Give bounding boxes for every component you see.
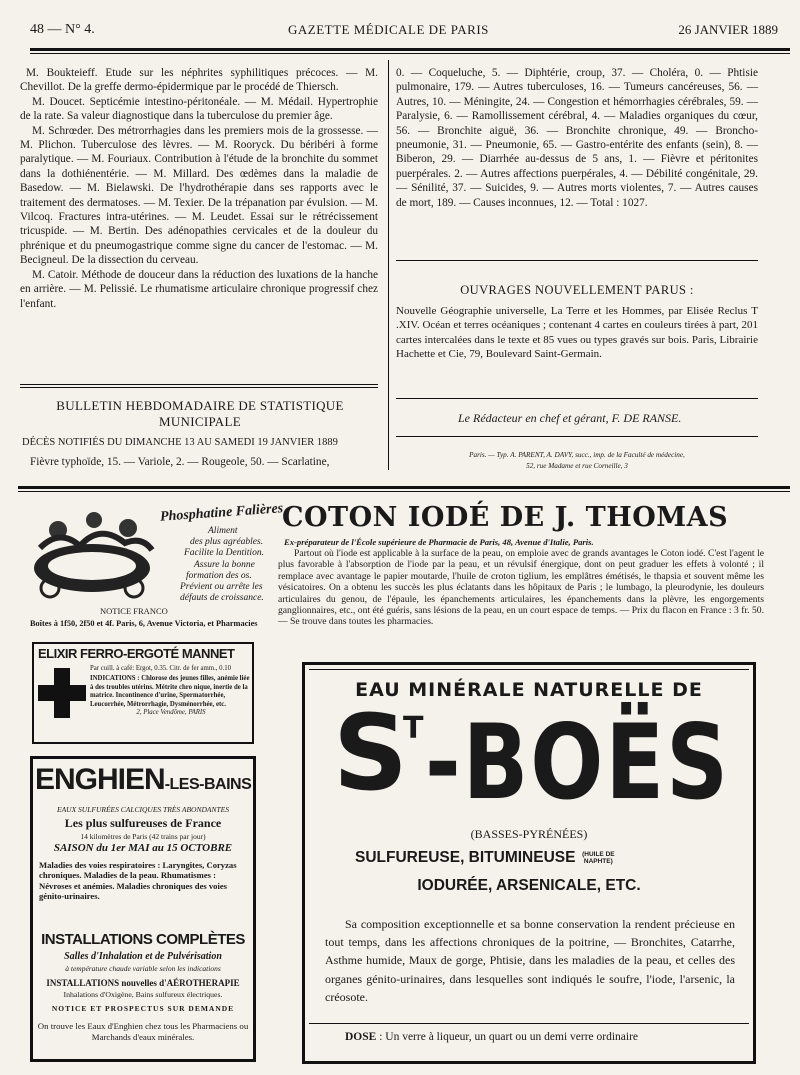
redacteur-line: Le Rédacteur en chef et gérant, F. DE RANSE. [458, 411, 682, 425]
elixir-indications: INDICATIONS : Chlorose des jeunes filles, anémie liée à des troubles utérins. Métrite chro nique, inertie de la matrice. Incontinence d'urine, Spermatorrhée, Leucorrhée, Métrorrhagie, Dysménorrhée, etc. [90, 675, 250, 708]
enghien-l10: Inhalations d'Oxigène, Bains sulfureux électriques. [63, 990, 223, 999]
elixir-title: ELIXIR FERRO-ERGOTÉ MANNET [38, 646, 235, 661]
stboes-qual1-note: (HUILE DE NAPHTE) [582, 851, 615, 866]
stboes-desc: Sa composition exceptionnelle et sa bonne conservation la rendent précieuse en tout temps, dans les affections chroniques de la poitrine, — Bronchites, Catarrhe, Asthme humide, Maux de gorge, Phtisie, dans les maladies de la peau, et celles des organes génito-urinaires, dans lesquelles sont indiqués le soufre, l'iode, l'arsenic, la créosote. [325, 917, 735, 1004]
redacteur-rule [396, 436, 758, 437]
page-number: 48 — N° 4. [30, 22, 95, 37]
coton-ad [272, 500, 768, 660]
enghien-title-big: ENGHIEN [35, 763, 165, 796]
ads-rule [18, 486, 790, 489]
stboes-dose-text: : Un verre à liqueur, un quart ou un demi verre ordinaire [376, 1031, 639, 1043]
chariot-illustration [30, 508, 158, 600]
stats-rule [396, 260, 758, 261]
section-rule [20, 384, 378, 385]
stboes-dose [345, 1031, 745, 1043]
thesis-paragraph: M. Doucet. Septicémie intestino-péritonéale. — M. Médail. Hypertrophie de la rate. Sa valeur diagnostique dans la tuberculose du premier âge. [20, 95, 378, 123]
stboes-st-sup: T [403, 711, 424, 746]
coton-sub: Ex-préparateur de l'École supérieure de Pharmacie de Paris, 48, Avenue d'Italie, Paris. [284, 537, 594, 547]
imprint-line: 52, rue Madame et rue Corneille, 3 [526, 462, 628, 470]
red-cross-icon [38, 668, 86, 718]
header-rule-thin [30, 53, 790, 54]
enghien-ad [30, 756, 256, 1062]
thesis-paragraph: M. Schrœder. Des métrorrhagies dans les premiers mois de la grossesse. — M. Plichon. Tuberculose des lèvres. — M. Rooryck. Du béribéri à forme paralytique. — M. Fouriaux. Contribution à l'étude de la bronchite du sommet dans la dothiénentérie. — M. Millard. Des œdèmes dans la maladie de Basedow. — M. Bielawski. De l'hydrothérapie dans ses rapports avec le traitement des dermatoses. — M. Texier. De la trépanation par évulsion. — M. Vilcoq. Fractures intra-utérines. — M. Leudet. Essai sur le rétrécissement tricuspide. — M. Bertin. Des adénopathies cervicales et de la douleur du phrénique et du pneumogastrique comme signe du cancer de l'estomac. — M. Becigneul. De la dissection du cerveau. [20, 124, 378, 267]
enghien-l4: SAISON du 1er MAI au 15 OCTOBRE [53, 842, 233, 854]
stats-text: 0. — Coqueluche, 5. — Diphtérie, croup, 37. — Choléra, 0. — Phtisie pulmonaire, 179. — Autres tuberculoses, 16. — Tumeurs cancéreuses, 56. — Autres, 10. — Méningite, 24. — Congestion et hémorrhagies cérébrales, 59. — Paralysie, 6. — Ramollissement cérébral, 4. — Maladies organiques du cœur, 56. — Bronchite aiguë, 36. — Bronchite chronique, 49. — Broncho-pneumonie, 31. — Pneumonie, 65. — Gastro-entérite des enfants (sein), 8. — Biberon, 29. — Diarrhée au-dessus de 5 ans, 1. — Fièvre et péritonites puerpérales. 2. — Autres affections puerpérales, 4. — Débilité congénitale, 29. — Sénilité, 37. — Suicides, 9. — Autres morts violentes, 7. — Autres causes de mort, 189. — Causes inconnues, 12. — Total : 1027. [396, 67, 758, 209]
ads-rule-thin [18, 491, 790, 492]
section-rule-2 [20, 387, 378, 388]
stboes-qual1 [355, 849, 735, 867]
stboes-dose-rule [309, 1023, 749, 1024]
header-rule [30, 48, 790, 51]
enghien-l7: Salles d'Inhalation et de Pulvérisation [64, 951, 222, 962]
elixir-ad [32, 642, 254, 744]
phosphatine-line: Assure la bonne [194, 559, 255, 570]
imprint-line: Paris. — Typ. A. PARENT, A. DAVY, succ., imp. de la Faculté de médecine, [469, 451, 685, 459]
stboes-name-text: -BOËS [425, 703, 731, 824]
journal-title: GAZETTE MÉDICALE DE PARIS [288, 22, 489, 37]
stboes-qual2: IODURÉE, ARSENICALE, ETC. [417, 877, 641, 894]
enghien-title [35, 763, 251, 797]
elixir-address: 2, Place Vendôme, PARIS [136, 709, 206, 717]
enghien-l1: EAUX SULFURÉES CALCIQUES TRÈS ABONDANTES [57, 805, 229, 814]
phosphatine-ad [30, 500, 284, 630]
stboes-ad [302, 662, 756, 1064]
enghien-l3: 14 kilomètres de Paris (42 trains par jour) [80, 832, 206, 841]
phosphatine-line: Facilite la Dentition. [184, 548, 264, 559]
bulletin-line: Fièvre typhoïde, 15. — Variole, 2. — Rougeole, 50. — Scarlatine, [30, 456, 330, 468]
page-header [30, 22, 778, 42]
ouvrages-text: Nouvelle Géographie universelle, La Terre et les Hommes, par Elisée Reclus T .XIV. Océan et terres océaniques ; contenant 4 cartes en couleurs tirées à part, 201 cartes intercalées dans le texte et 85 vues ou types gravés sur bois. Paris, Librairie Hachette et Cie, 79, Boulevard Saint-Germain. [396, 305, 758, 361]
enghien-l11: NOTICE ET PROSPECTUS SUR DEMANDE [51, 1004, 235, 1013]
phosphatine-copy [180, 526, 280, 604]
thesis-paragraph: M. Boukteieff. Etude sur les néphrites syphilitiques précoces. — M. Chevillot. De la greffe dermo-épidermique par le procédé de Thiersch. [20, 67, 378, 94]
stboes-st: S [333, 692, 408, 814]
stboes-qual1-text: SULFUREUSE, BITUMINEUSE [355, 849, 576, 866]
enghien-l5: Maladies des voies respiratoires : Laryngites, Coryzas chroniques. Maladies de la peau. Rhumatismes : Névroses et anémies. Maladies chroniques des voies génito-urinaires. [39, 860, 237, 902]
elixir-body [90, 665, 252, 717]
enghien-l9: INSTALLATIONS nouvelles d'AÉROTHERAPIE [46, 978, 240, 988]
ouvrages-title: OUVRAGES NOUVELLEMENT PARUS : [460, 283, 694, 297]
imprint [396, 450, 758, 472]
column-divider [388, 60, 389, 470]
bulletin-subtitle: DÉCÈS NOTIFIÉS DU DIMANCHE 13 AU SAMEDI 19 JANVIER 1889 [22, 437, 338, 448]
thesis-paragraph: M. Catoir. Méthode de douceur dans la réduction des luxations de la hanche en arrière. — M. Pelissié. Le rhumatisme articulaire chronique progressif chez l'enfant. [20, 268, 378, 310]
phosphatine-line: défauts de croissance. [180, 593, 264, 604]
phosphatine-brand: Phosphatine Falières [159, 501, 284, 525]
stboes-name [313, 692, 745, 824]
phosphatine-line: des plus agréables. [190, 537, 264, 548]
coton-text: Partout où l'iode est applicable à la surface de la peau, on emploie avec de grands avantages le Coton iodé. C'est l'agent le plus favorable à l'absorption de l'iode par la peau, et un révulsif énergique, dont on peut graduer les effets à volonté ; il remplace avec avantage le papier moutarde, l'huile de croton tiglium, les emplâtres émétisés, le thapsia et souvent même les vésicatoires. On a obtenu les succès les plus éclatants dans les hôpitaux de Paris ; le lumbago, la pleurodynie, les douleurs articulaires du genou, de l'épaule, les épanchements articulaires, les épanchements dans la plèvre, les engorgements ganglionnaires, etc., ont été guéris, sans lésions de la peau, en un court espace de temps. — Prix du flacon en France : 3 fr. 50. — Se trouve dans toutes les pharmacies. [278, 548, 764, 628]
chariot-label: PHOSPHATINE FALIÈRES [54, 560, 134, 568]
left-column [20, 66, 378, 311]
phosphatine-line: Prévient ou arrête les [180, 582, 263, 593]
bulletin-title: BULLETIN HEBDOMADAIRE DE STATISTIQUE MUNICIPALE [56, 398, 344, 429]
enghien-l12: On trouve les Eaux d'Enghien chez tous les Pharmaciens ou Marchands d'eaux minérales. [37, 1021, 249, 1042]
phosphatine-line: Aliment [208, 526, 238, 536]
coton-title: COTON IODÉ DE J. THOMAS [282, 502, 729, 533]
phosphatine-price: Boîtes à 1f50, 2f50 et 4f. Paris, 6, Avenue Victoria, et Pharmacies [30, 619, 258, 628]
issue-date: 26 JANVIER 1889 [678, 22, 778, 37]
stboes-region: (BASSES-PYRÉNÉES) [470, 827, 588, 841]
ouvrages-rule [396, 398, 758, 399]
phosphatine-notice: NOTICE FRANCO [100, 606, 168, 616]
phosphatine-line: formation des os. [186, 570, 252, 581]
stboes-inner-rule [309, 669, 749, 670]
elixir-dose: Par cuill. à café: Ergot, 0.35. Citr. de fer amm., 0.10 [90, 665, 232, 672]
enghien-l8: à température chaude variable selon les indications [65, 964, 221, 973]
stboes-top: EAU MINÉRALE NATURELLE DE [355, 679, 703, 701]
enghien-title-rest: -LES-BAINS [164, 776, 252, 793]
stboes-dose-label: DOSE [345, 1031, 377, 1043]
enghien-l2: Les plus sulfureuses de France [64, 816, 222, 830]
enghien-l6: INSTALLATIONS COMPLÈTES [41, 931, 245, 948]
